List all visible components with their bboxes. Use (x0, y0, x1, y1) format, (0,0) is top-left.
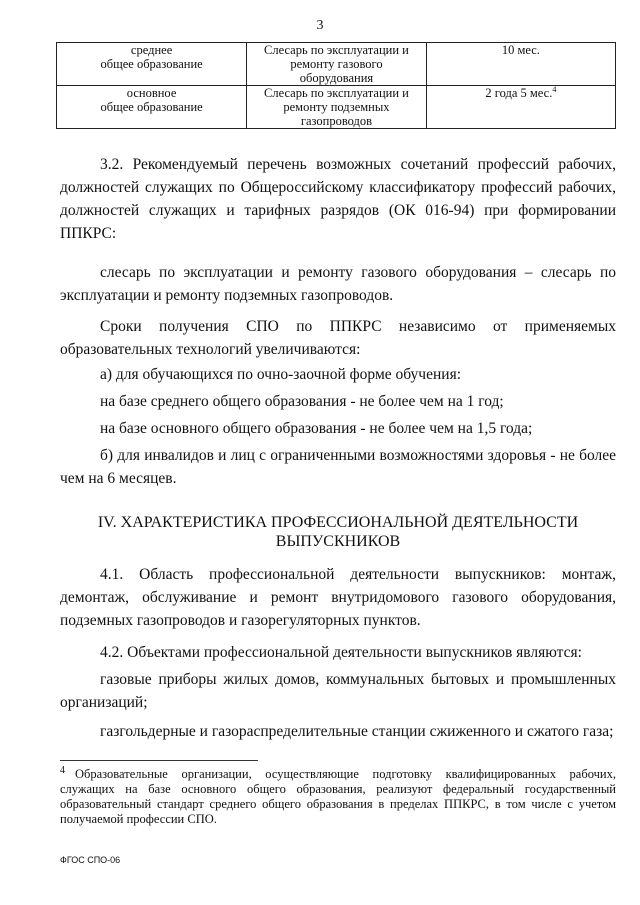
table-cell-education: основное общее образование (57, 86, 247, 129)
section-title: IV. ХАРАКТЕРИСТИКА ПРОФЕССИОНАЛЬНОЙ ДЕЯТЕЛЬНОСТИ ВЫПУСКНИКОВ (97, 514, 579, 550)
item-b: б) для инвалидов и лиц с ограниченными возможностями здоровья - не более чем на 6 месяцев. (60, 447, 616, 487)
item-a-2: на базе основного общего образования - не более чем на 1,5 года; (100, 420, 533, 437)
paragraph-4-2-b: газгольдерные и газораспределительные станции сжиженного и сжатого газа; (100, 723, 614, 740)
item-a-1: на базе среднего общего образования - не более чем на 1 год; (100, 393, 504, 410)
footnote: $^4$ Образовательные организации, осуществляющие подготовку квалифицированных рабочих, служащих на базе основного общего образования, реализуют федеральный государственный образовательный стандарт среднего общего образования в пределах ППКРС, в том числе с учетом получаемой профессии СПО. (60, 764, 616, 826)
table-cell-term: 2 года 5 мес.$^4$ (426, 86, 615, 129)
footnote-ref[interactable]: 4 (552, 84, 557, 94)
paragraph-4-2: 4.2. Объектами профессиональной деятельности выпускников являются: (100, 644, 582, 661)
footnote-mark: 4 (60, 764, 65, 776)
education-terms-table (56, 42, 616, 129)
paragraph-4-2-a: газовые приборы жилых домов, коммунальных бытовых и промышленных организаций; (60, 671, 616, 711)
table-cell-term: 10 мес. (426, 43, 615, 86)
footnote-divider (60, 760, 258, 761)
table-row (57, 86, 616, 129)
paragraph-combination: слесарь по эксплуатации и ремонту газового оборудования – слесарь по эксплуатации и ремонту подземных газопроводов. (60, 264, 616, 304)
table-row (57, 43, 616, 86)
document-code: ФГОС СПО-06 (60, 855, 121, 865)
paragraph-4-1: 4.1. Область профессиональной деятельности выпускников: монтаж, демонтаж, обслуживание и ремонт внутридомового газового оборудования, подземных газопроводов и газорегуляторных пунктов. (60, 566, 616, 629)
table-cell-education: среднее общее образование (57, 43, 247, 86)
page-number: 3 (316, 18, 324, 33)
paragraph-terms: Сроки получения СПО по ППКРС независимо от применяемых образовательных технологий увеличиваются: (60, 318, 616, 358)
table-cell-profession: Слесарь по эксплуатации и ремонту газового оборудования (247, 43, 427, 86)
item-a: а) для обучающихся по очно-заочной форме обучения: (100, 366, 462, 383)
paragraph-3-2: 3.2. Рекомендуемый перечень возможных сочетаний профессий рабочих, должностей служащих по Общероссийскому классификатору профессий рабочих, должностей служащих и тарифных разрядов (ОК 016-94) при формировании ППКРС: (60, 156, 616, 242)
table-cell-profession: Слесарь по эксплуатации и ремонту подземных газопроводов (247, 86, 427, 129)
